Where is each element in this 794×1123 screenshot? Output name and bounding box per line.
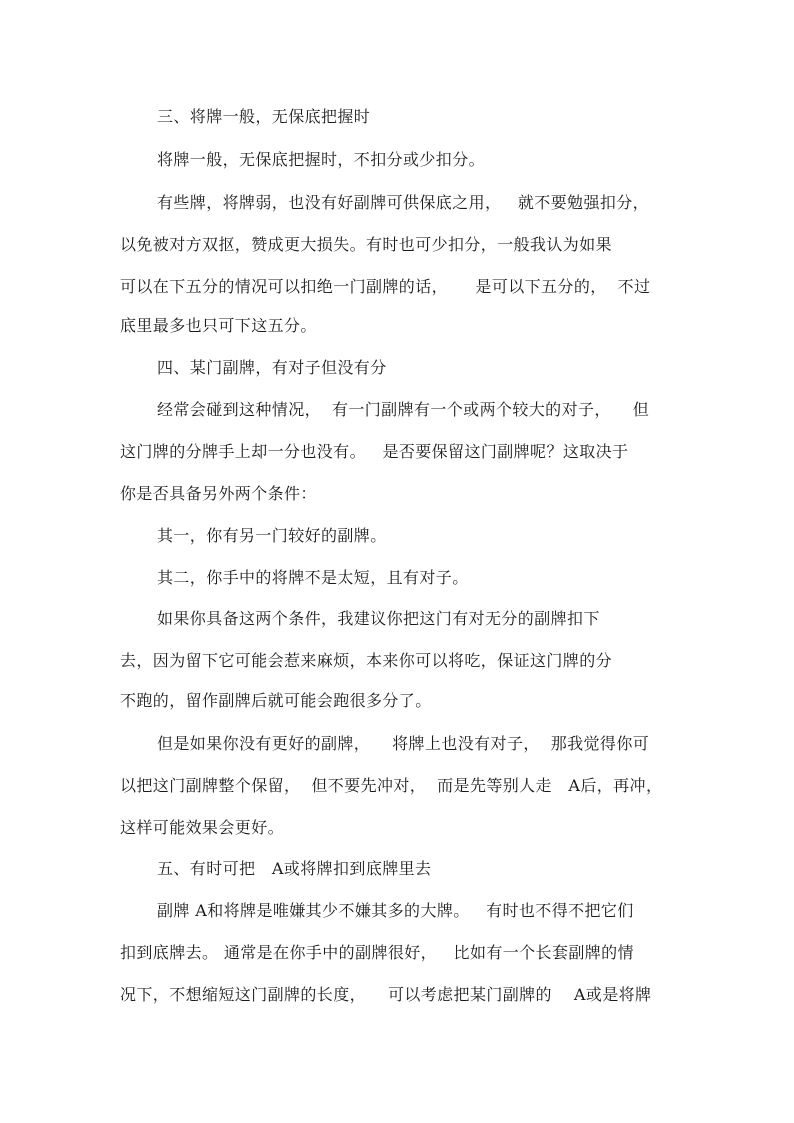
paragraph-line: 以免被对方双抠，赞成更大损失。有时也可少扣分，一般我认为如果	[120, 235, 613, 254]
paragraph-line: 但是如果你没有更好的副牌， 将牌上也没有对子， 那我觉得你可	[157, 734, 650, 753]
paragraph-line: 副牌 A和将牌是唯嫌其少不嫌其多的大牌。 有时也不得不把它们	[157, 901, 634, 920]
paragraph-line: 经常会碰到这种情况， 有一门副牌有一个或两个较大的对子， 但	[157, 400, 650, 419]
paragraph-line: 去，因为留下它可能会惹来麻烦，本来你可以将吃，保证这门牌的分	[120, 651, 613, 670]
paragraph-line: 将牌一般，无保底把握时，不扣分或少扣分。	[157, 150, 486, 169]
paragraph-line: 底里最多也只可下这五分。	[120, 316, 317, 335]
paragraph-line: 其一，你有另一门较好的副牌。	[157, 526, 387, 545]
paragraph-line: 如果你具备这两个条件，我建议你把这门有对无分的副牌扣下	[157, 609, 600, 628]
paragraph-line: 其二，你手中的将牌不是太短，且有对子。	[157, 568, 469, 587]
paragraph-line: 这门牌的分牌手上却一分也没有。 是否要保留这门副牌呢？这取决于	[120, 442, 629, 461]
section-heading-4: 四、某门副牌，有对子但没有分	[157, 358, 387, 377]
paragraph-line: 这样可能效果会更好。	[120, 818, 285, 837]
paragraph-line: 况下，不想缩短这门副牌的长度， 可以考虑把某门副牌的 A或是将牌	[120, 985, 652, 1004]
paragraph-line: 可以在下五分的情况可以扣绝一门副牌的话， 是可以下五分的， 不过	[120, 277, 651, 296]
section-heading-5: 五、有时可把 A或将牌扣到底牌里去	[157, 859, 432, 878]
paragraph-line: 以把这门副牌整个保留， 但不要先冲对， 而是先等别人走 A后，再冲，	[120, 776, 663, 795]
paragraph-line: 扣到底牌去。 通常是在你手中的副牌很好， 比如有一个长套副牌的情	[120, 943, 634, 962]
paragraph-line: 不跑的，留作副牌后就可能会跑很多分了。	[120, 691, 432, 710]
paragraph-line: 你是否具备另外两个条件：	[120, 484, 317, 503]
section-heading-3: 三、将牌一般，无保底把握时	[157, 107, 371, 126]
paragraph-line: 有些牌，将牌弱，也没有好副牌可供保底之用， 就不要勉强扣分，	[157, 193, 650, 212]
